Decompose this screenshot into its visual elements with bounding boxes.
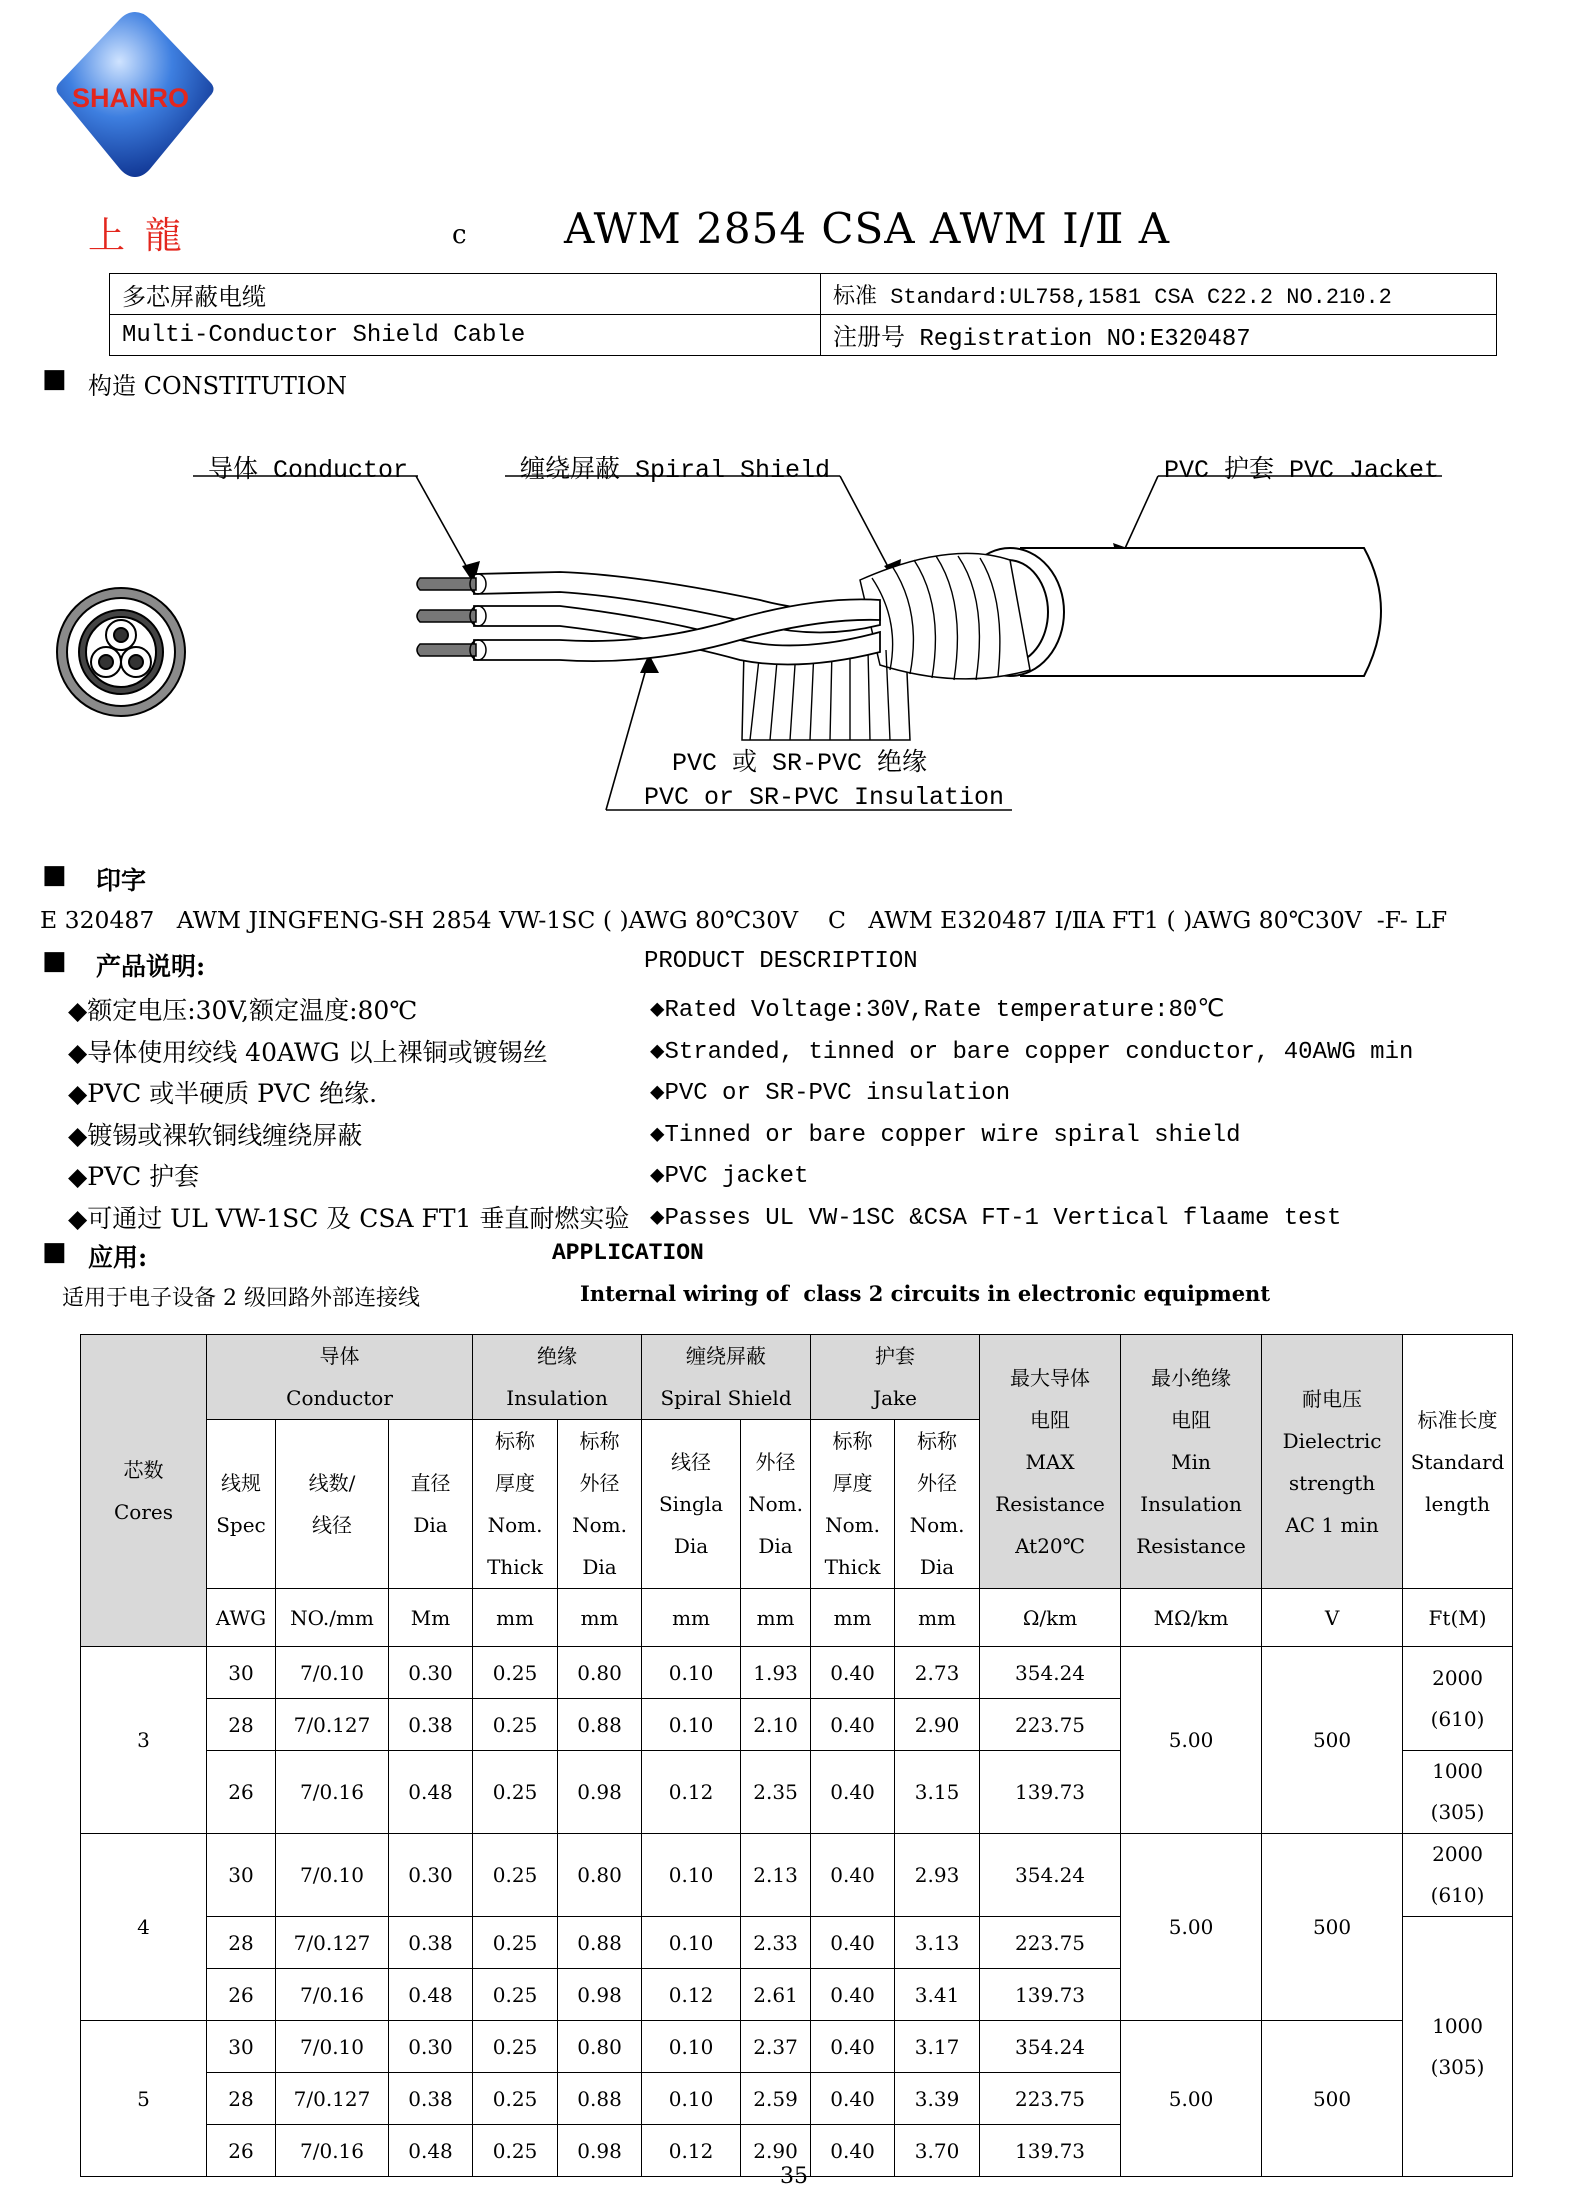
bullet-square-icon: ■: [42, 860, 67, 890]
table-cell: 2.59: [741, 2073, 811, 2125]
table-cell: 7/0.127: [276, 2073, 389, 2125]
cable-name-cn: 多芯屏蔽电缆: [110, 274, 821, 315]
table-cell: 0.25: [473, 1647, 558, 1699]
printing-line: E 320487 AWM JINGFENG-SH 2854 VW-1SC ( )AWG 80℃30V C AWM E320487 Ⅰ/ⅡA FT1 ( )AWG 80℃30V -F- LF: [40, 906, 1448, 934]
length-cell: 2000 (610): [1403, 1834, 1513, 1917]
table-cell: 2.35: [741, 1751, 811, 1834]
table-cell: 3.70: [895, 2125, 980, 2177]
table-cell: 7/0.16: [276, 1751, 389, 1834]
table-cell: 0.12: [642, 1751, 741, 1834]
table-cell: 0.40: [811, 2021, 895, 2073]
spec-table: [80, 1334, 1513, 2177]
description-cn-item: ◆额定电压:30V,额定温度:80℃: [68, 996, 418, 1025]
description-en-item: ◆Passes UL VW-1SC &CSA FT-1 Vertical flaame test: [650, 1204, 1342, 1232]
label-shield: 缠绕屏蔽 Spiral Shield: [520, 456, 831, 485]
table-cell: 0.80: [558, 1834, 642, 1917]
table-cell: 2.37: [741, 2021, 811, 2073]
unit-cell: mm: [473, 1589, 558, 1647]
table-cell: 2.61: [741, 1969, 811, 2021]
unit-cell: mm: [741, 1589, 811, 1647]
table-cell: 7/0.16: [276, 1969, 389, 2021]
table-cell: 0.10: [642, 1699, 741, 1751]
cable-diagram: [0, 0, 1587, 900]
table-cell: 0.25: [473, 1969, 558, 2021]
table-cell: 7/0.10: [276, 2021, 389, 2073]
header-cores: 芯数 Cores: [81, 1335, 207, 1647]
table-cell: 0.48: [389, 2125, 473, 2177]
unit-cell: Ft(M): [1403, 1589, 1513, 1647]
table-cell: 0.80: [558, 1647, 642, 1699]
table-cell: 0.30: [389, 1834, 473, 1917]
application-heading-en: APPLICATION: [552, 1240, 704, 1266]
construction-heading: 构造 CONSTITUTION: [88, 372, 347, 400]
voltage-cell: 500: [1262, 2021, 1403, 2177]
header-shield-od: 外径 Nom. Dia: [741, 1420, 811, 1589]
table-cell: 0.25: [473, 2021, 558, 2073]
table-cell: 0.38: [389, 1699, 473, 1751]
table-cell: 0.98: [558, 2125, 642, 2177]
units-row: [81, 1589, 1513, 1647]
header-spec: 线规 Spec: [207, 1420, 276, 1589]
table-cell: 139.73: [980, 2125, 1121, 2177]
bullet-square-icon: ■: [42, 1237, 67, 1267]
table-cell: 0.88: [558, 2073, 642, 2125]
table-cell: 0.12: [642, 2125, 741, 2177]
table-cell: 7/0.16: [276, 2125, 389, 2177]
description-cn-item: ◆PVC 或半硬质 PVC 绝缘.: [68, 1079, 378, 1109]
length-cell: 1000 (305): [1403, 1917, 1513, 2177]
table-cell: 2.90: [895, 1699, 980, 1751]
label-insulation-cn: PVC 或 SR-PVC 绝缘: [672, 749, 928, 778]
table-cell: 0.88: [558, 1699, 642, 1751]
table-cell: 0.25: [473, 2125, 558, 2177]
description-cn-item: ◆镀锡或裸软铜线缠绕屏蔽: [68, 1120, 363, 1150]
table-cell: 223.75: [980, 1917, 1121, 1969]
csa-c-mark: c: [452, 220, 467, 250]
description-en-item: ◆Tinned or bare copper wire spiral shield: [650, 1121, 1241, 1149]
table-cell: 0.12: [642, 1969, 741, 2021]
logo-cn-name: 上 龍: [88, 214, 186, 257]
unit-cell: AWG: [207, 1589, 276, 1647]
table-cell: 28: [207, 1917, 276, 1969]
application-heading-cn: 应用:: [88, 1243, 148, 1272]
table-cell: 354.24: [980, 1834, 1121, 1917]
table-cell: 0.38: [389, 1917, 473, 1969]
table-cell: 30: [207, 2021, 276, 2073]
header-ins-dia: 标称 外径 Nom. Dia: [558, 1420, 642, 1589]
table-row: [81, 1647, 1513, 1699]
header-length: 标准长度 Standard length: [1403, 1335, 1513, 1589]
table-cell: 2.10: [741, 1699, 811, 1751]
logo-brand: SHANRO: [72, 83, 190, 113]
description-en-item: ◆Stranded, tinned or bare copper conductor, 40AWG min: [650, 1038, 1414, 1066]
registration: 注册号 Registration NO:E320487: [821, 315, 1497, 356]
table-cell: 3.15: [895, 1751, 980, 1834]
insulated-cores-shape: [474, 572, 880, 665]
table-cell: 0.98: [558, 1969, 642, 2021]
table-cell: 7/0.127: [276, 1917, 389, 1969]
table-cell: 2.33: [741, 1917, 811, 1969]
table-cell: 0.40: [811, 2073, 895, 2125]
header-dielectric: 耐电压 Dielectric strength AC 1 min: [1262, 1335, 1403, 1589]
table-cell: 30: [207, 1834, 276, 1917]
table-cell: 3.13: [895, 1917, 980, 1969]
table-cell: 0.30: [389, 2021, 473, 2073]
description-cn-item: ◆可通过 UL VW-1SC 及 CSA FT1 垂直耐燃实验: [68, 1203, 630, 1233]
table-cell: 2.13: [741, 1834, 811, 1917]
label-jacket: PVC 护套 PVC Jacket: [1164, 456, 1440, 485]
cores-cell: 5: [81, 2021, 207, 2177]
table-cell: 7/0.10: [276, 1647, 389, 1699]
table-cell: 2.73: [895, 1647, 980, 1699]
header-jacket-dia: 标称 外径 Nom. Dia: [895, 1420, 980, 1589]
cross-section-icon: [57, 588, 185, 716]
table-cell: 0.40: [811, 1751, 895, 1834]
table-cell: 3.17: [895, 2021, 980, 2073]
table-cell: 1.93: [741, 1647, 811, 1699]
unit-cell: MΩ/km: [1121, 1589, 1262, 1647]
description-en-item: ◆PVC jacket: [650, 1163, 809, 1191]
unit-cell: mm: [895, 1589, 980, 1647]
application-en: Internal wiring of class 2 circuits in electronic equipment: [580, 1281, 1271, 1306]
standard: 标准 Standard:UL758,1581 CSA C22.2 NO.210.2: [821, 274, 1497, 315]
table-row: [81, 2021, 1513, 2073]
table-cell: 0.25: [473, 1917, 558, 1969]
header-no: 线数/ 线径: [276, 1420, 389, 1589]
insulation-resistance-cell: 5.00: [1121, 1647, 1262, 1834]
voltage-cell: 500: [1262, 1647, 1403, 1834]
unit-cell: Mm: [389, 1589, 473, 1647]
table-cell: 2.90: [741, 2125, 811, 2177]
table-cell: 0.40: [811, 1969, 895, 2021]
table-cell: 0.40: [811, 2125, 895, 2177]
table-cell: 0.98: [558, 1751, 642, 1834]
unit-cell: mm: [642, 1589, 741, 1647]
header-insulation-resistance: 最小绝缘 电阻 Min Insulation Resistance: [1121, 1335, 1262, 1589]
label-conductor: 导体 Conductor: [208, 456, 409, 485]
table-cell: 0.25: [473, 1699, 558, 1751]
table-cell: 0.25: [473, 1834, 558, 1917]
table-row: [81, 1834, 1513, 1917]
table-cell: 354.24: [980, 1647, 1121, 1699]
header-shield-dia: 线径 Singla Dia: [642, 1420, 741, 1589]
table-cell: 0.25: [473, 2073, 558, 2125]
description-heading-cn: 产品说明:: [96, 952, 206, 981]
bullet-square-icon: ■: [42, 946, 67, 976]
unit-cell: V: [1262, 1589, 1403, 1647]
description-en-item: ◆Rated Voltage:30V,Rate temperature:80℃: [650, 997, 1225, 1024]
unit-cell: NO./mm: [276, 1589, 389, 1647]
conductors-shape: [417, 578, 476, 656]
table-cell: 0.48: [389, 1751, 473, 1834]
bullet-square-icon: ■: [42, 364, 67, 394]
table-cell: 0.10: [642, 1647, 741, 1699]
header-dia: 直径 Dia: [389, 1420, 473, 1589]
table-cell: 7/0.10: [276, 1834, 389, 1917]
voltage-cell: 500: [1262, 1834, 1403, 2021]
table-cell: 0.25: [473, 1751, 558, 1834]
table-cell: 0.10: [642, 1834, 741, 1917]
table-cell: 7/0.127: [276, 1699, 389, 1751]
insulation-resistance-cell: 5.00: [1121, 1834, 1262, 2021]
description-en-item: ◆PVC or SR-PVC insulation: [650, 1080, 1011, 1108]
table-cell: 0.10: [642, 2021, 741, 2073]
table-cell: 0.88: [558, 1917, 642, 1969]
table-cell: 26: [207, 2125, 276, 2177]
header-resistance: 最大导体 电阻 MAX Resistance At20℃: [980, 1335, 1121, 1589]
table-cell: 2.93: [895, 1834, 980, 1917]
unit-cell: mm: [558, 1589, 642, 1647]
cable-name-en: Multi-Conductor Shield Cable: [110, 315, 821, 356]
table-cell: 0.30: [389, 1647, 473, 1699]
table-cell: 0.40: [811, 1647, 895, 1699]
header-jacket-thick: 标称 厚度 Nom. Thick: [811, 1420, 895, 1589]
table-cell: 0.10: [642, 1917, 741, 1969]
table-cell: 223.75: [980, 1699, 1121, 1751]
table-cell: 26: [207, 1969, 276, 2021]
table-cell: 0.38: [389, 2073, 473, 2125]
table-cell: 26: [207, 1751, 276, 1834]
label-insulation-en: PVC or SR-PVC Insulation: [644, 783, 1005, 812]
header-shield: 缠绕屏蔽 Spiral Shield: [642, 1335, 811, 1420]
page-number: 35: [780, 2164, 808, 2189]
table-cell: 0.48: [389, 1969, 473, 2021]
description-heading-en: PRODUCT DESCRIPTION: [644, 948, 918, 975]
description-cn-item: ◆导体使用绞线 40AWG 以上裸铜或镀锡丝: [68, 1037, 548, 1067]
unit-cell: mm: [811, 1589, 895, 1647]
header-ins-thick: 标称 厚度 Nom. Thick: [473, 1420, 558, 1589]
table-cell: 354.24: [980, 2021, 1121, 2073]
table-cell: 0.80: [558, 2021, 642, 2073]
table-cell: 28: [207, 2073, 276, 2125]
table-cell: 0.40: [811, 1699, 895, 1751]
description-cn-item: ◆PVC 护套: [68, 1162, 200, 1192]
header-insulation: 绝缘 Insulation: [473, 1335, 642, 1420]
table-cell: 139.73: [980, 1751, 1121, 1834]
cores-cell: 3: [81, 1647, 207, 1834]
description-cn-list: [68, 990, 629, 1240]
table-cell: 0.40: [811, 1917, 895, 1969]
application-cn: 适用于电子设备 2 级回路外部连接线: [62, 1286, 420, 1311]
table-cell: 3.39: [895, 2073, 980, 2125]
table-cell: 28: [207, 1699, 276, 1751]
length-cell: 1000 (305): [1403, 1751, 1513, 1834]
header-conductor: 导体 Conductor: [207, 1335, 473, 1420]
table-cell: 223.75: [980, 2073, 1121, 2125]
header-jacket: 护套 Jake: [811, 1335, 980, 1420]
table-cell: 139.73: [980, 1969, 1121, 2021]
unit-cell: Ω/km: [980, 1589, 1121, 1647]
table-cell: 0.40: [811, 1834, 895, 1917]
table-cell: 0.10: [642, 2073, 741, 2125]
page-title: AWM 2854 CSA AWM Ⅰ/Ⅱ A: [564, 204, 1171, 253]
cores-cell: 4: [81, 1834, 207, 2021]
insulation-resistance-cell: 5.00: [1121, 2021, 1262, 2177]
table-cell: 30: [207, 1647, 276, 1699]
table-cell: 3.41: [895, 1969, 980, 2021]
printing-heading: 印字: [96, 866, 147, 895]
length-cell: 2000 (610): [1403, 1647, 1513, 1751]
description-en-list: [650, 990, 1413, 1240]
